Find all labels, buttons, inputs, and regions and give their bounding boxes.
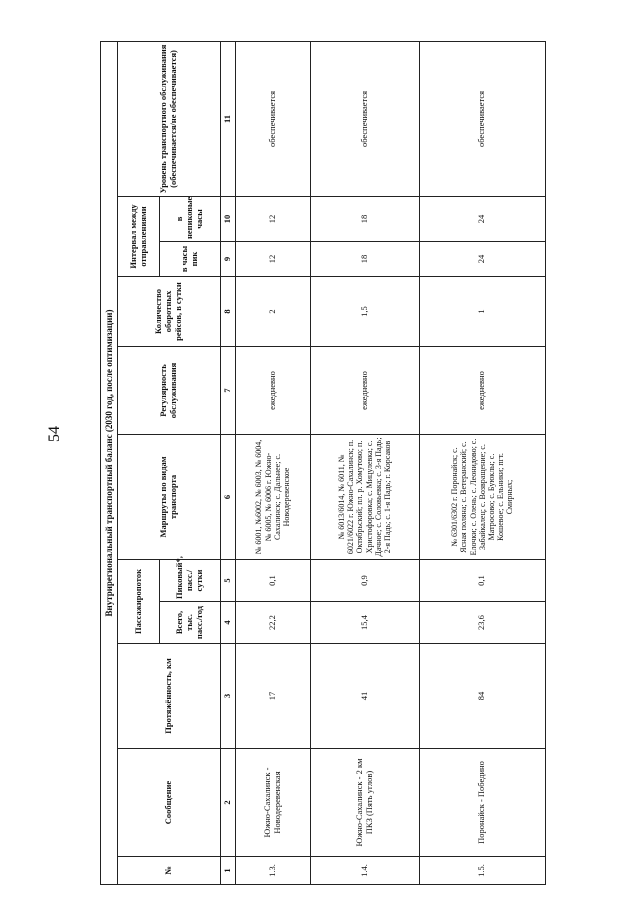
row-off-peak-interval: 12 [235,197,310,242]
row-routes: № 6301/6302 г. Поронайск; с. Ясная поляна; с. Ветеранский; с. Елочки; с. Олень; с. Леонидово; с. Забайкалец; с. Возвращение; с. Матросово; с. Буюклы; с. Кошевое; с. Ельники; пгт. Смирных; [419,435,545,560]
row-message: Южно-Сахалинск - 2 км ПКЗ (Пять углов) [310,749,419,857]
row-routes: № 6001, №6002, № 6003, № 6004, № 6005, № 6006 г. Южно-Сахалинск; с. Дальнее; с. Новодеревенское [235,435,310,560]
row-no: 1.4. [310,857,419,885]
column-number: 1 [220,857,235,885]
header-interval: Интервал между отправлениями [118,197,160,277]
row-no: 1.5. [419,857,545,885]
column-number: 5 [220,560,235,602]
header-length: Протяжённость, км [118,644,221,749]
row-service: обеспечивается [235,41,310,196]
column-number: 7 [220,347,235,435]
transport-balance-table [100,41,546,885]
row-message: Поронайск - Победино [419,749,545,857]
row-length: 17 [235,644,310,749]
table-row [235,41,310,884]
row-service: обеспечивается [419,41,545,196]
column-number: 3 [220,644,235,749]
row-trips: 1 [419,277,545,347]
row-off-peak-interval: 18 [310,197,419,242]
row-peak-interval: 24 [419,242,545,277]
page-number: 54 [46,426,63,442]
table-row [419,41,545,884]
row-peak: 0,9 [310,560,419,602]
column-number: 10 [220,197,235,242]
table-sheet [100,42,546,885]
table-title: Внутрирегиональный транспортный баланс (2030 год, после оптимизации) [101,41,118,884]
header-passenger-flow: Пассажиропоток [118,560,160,644]
column-number: 9 [220,242,235,277]
row-message: Южно-Сахалинск - Новодеревенская [235,749,310,857]
table-row [310,41,419,884]
header-service-level: Уровень транспортного обслуживания (обеспечивается/не обеспечивается) [118,41,221,196]
row-peak: 0,1 [419,560,545,602]
row-total: 15,4 [310,602,419,644]
row-regularity: ежедневно [419,347,545,435]
row-no: 1.3. [235,857,310,885]
header-message: Сообщение [118,749,221,857]
header-peak: Пиковый*, пасс./сутки [160,560,221,602]
column-number-row [220,41,235,884]
row-off-peak-interval: 24 [419,197,545,242]
row-peak-interval: 12 [235,242,310,277]
header-trips: Количество оборотных рейсов, в сутки [118,277,221,347]
column-number: 11 [220,41,235,196]
row-length: 41 [310,644,419,749]
rotated-table-wrapper [100,42,546,885]
column-number: 2 [220,749,235,857]
row-total: 23,6 [419,602,545,644]
column-number: 4 [220,602,235,644]
column-number: 6 [220,435,235,560]
row-total: 22,2 [235,602,310,644]
row-regularity: ежедневно [235,347,310,435]
row-trips: 1,5 [310,277,419,347]
row-service: обеспечивается [310,41,419,196]
header-total: Всего, тыс. пасс./год [160,602,221,644]
header-regularity: Регулярность обслуживания [118,347,221,435]
header-off-peak: в непиковые часы [160,197,221,242]
row-routes: № 6013/6014, № 6011, № 6021/6022 г. Южно-Сахалинск; п. Октябрьский; пл. р. Хомутово; п. Христофоровка; с. Мицулевка; с. Дачное; с. Соловьевка; с. 3-я Падь; 2-я Падь; с. 1-я Падь; г. Корсаков [310,435,419,560]
column-number: 8 [220,277,235,347]
row-trips: 2 [235,277,310,347]
row-length: 84 [419,644,545,749]
header-no: № [118,857,221,885]
row-peak-interval: 18 [310,242,419,277]
row-peak: 0,1 [235,560,310,602]
row-regularity: ежедневно [310,347,419,435]
header-peak-hours: в часы пик [160,242,221,277]
header-routes: Маршруты по видам транспорта [118,435,221,560]
